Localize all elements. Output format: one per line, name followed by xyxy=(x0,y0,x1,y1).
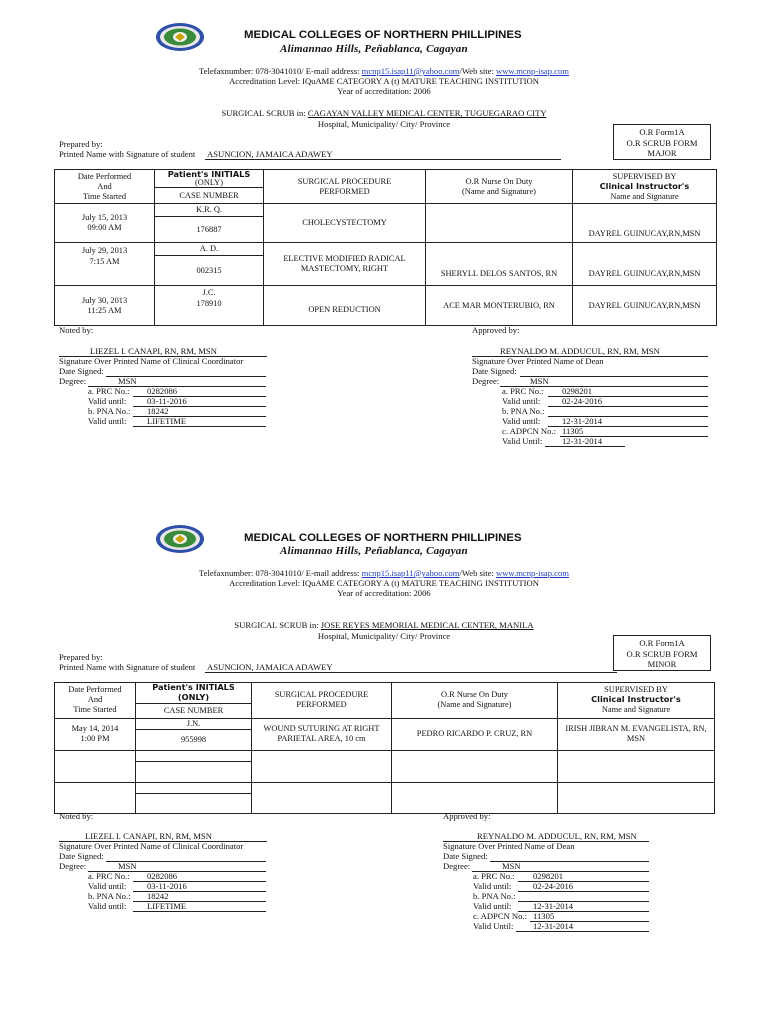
school-location: Alimannao Hills, Peñablanca, Cagayan xyxy=(280,545,468,557)
scrub-location: SURGICAL SCRUB in: CAGAYAN VALLEY MEDICAL CENTER, TUGUEGARAO CITY xyxy=(221,108,547,118)
header-nurse: O.R Nurse On Duty (Name and Signature) xyxy=(392,683,558,719)
empty-cell xyxy=(252,750,392,782)
dean-prc-label: a. PRC No.: xyxy=(473,871,515,881)
accreditation-year: Year of accreditation: 2006 xyxy=(337,86,431,96)
college-seal-logo xyxy=(155,524,205,554)
dean-degree: MSN xyxy=(502,861,521,871)
noted-by-label: Noted by: xyxy=(59,325,94,335)
dean-adpcn-label: c. ADPCN No.: xyxy=(473,911,527,921)
coordinator-valid2: LIFETIME xyxy=(147,901,187,911)
dean-degree: MSN xyxy=(530,376,549,386)
supervisor-cell: IRISH JIBRAN M. EVANGELISTA, RN, MSN xyxy=(558,718,715,750)
header-procedure: SURGICAL PROCEDURE PERFORMED xyxy=(252,683,392,719)
dean-pna-label: b. PNA No.: xyxy=(473,891,516,901)
dean-valid2: 12-31-2014 xyxy=(562,416,603,426)
dean-prc-label: a. PRC No.: xyxy=(502,386,544,396)
accreditation-year: Year of accreditation: 2006 xyxy=(337,588,431,598)
dean-prc: 0298201 xyxy=(533,871,564,881)
header-date: Date Performed And Time Started xyxy=(55,683,136,719)
dean-date-label: Date Signed: xyxy=(472,366,517,376)
coordinator-valid2: LIFETIME xyxy=(147,416,187,426)
school-location: Alimannao Hills, Peñablanca, Cagayan xyxy=(280,43,468,55)
dean-valid3-line xyxy=(516,931,649,932)
coordinator-valid1-label: Valid until: xyxy=(88,396,127,406)
website-link[interactable]: www.mcnp-isap.com xyxy=(496,66,569,76)
procedure-cell: OPEN REDUCTION xyxy=(264,286,426,326)
dean-caption: Signature Over Printed Name of Dean xyxy=(472,356,604,366)
header-supervised: SUPERVISED BY Clinical Instructor's Name and Signature xyxy=(558,683,715,719)
coordinator-prc: 0282086 xyxy=(147,386,178,396)
dean-valid1-label: Valid until: xyxy=(502,396,541,406)
empty-cell xyxy=(136,782,252,793)
dean-prc: 0298201 xyxy=(562,386,593,396)
nurse-cell: PEDRO RICARDO P. CRUZ, RN xyxy=(392,718,558,750)
email-link[interactable]: mcnp15.isap11@yahoo.com xyxy=(361,66,460,76)
coordinator-valid2-line xyxy=(133,426,266,427)
empty-cell xyxy=(392,750,558,782)
school-name: MEDICAL COLLEGES OF NORTHERN PHILLIPINES xyxy=(244,29,522,41)
coordinator-valid2-label: Valid until: xyxy=(88,416,127,426)
empty-cell xyxy=(136,761,252,782)
dean-valid3-label: Valid Until: xyxy=(502,436,543,446)
dean-valid2-label: Valid until: xyxy=(502,416,541,426)
coordinator-degree-label: Degree: xyxy=(59,861,87,871)
dean-name: REYNALDO M. ADDUCUL, RN, RM, MSN xyxy=(500,346,660,356)
coordinator-pna: 18242 xyxy=(147,406,169,416)
prepared-by-label: Prepared by: xyxy=(59,652,103,662)
initials-case-cell: J.C. 178910 xyxy=(155,286,264,326)
coordinator-pna: 18242 xyxy=(147,891,169,901)
contact-line: Telefaxnumber: 078-3041010/ E-mail address: mcnp15.isap11@yahoo.com/Web site: www.mcnp-isap.com xyxy=(199,568,569,578)
scrub-table xyxy=(54,169,717,326)
header-case-number: CASE NUMBER xyxy=(136,703,252,718)
coordinator-caption: Signature Over Printed Name of Clinical Coordinator xyxy=(59,841,244,851)
prepared-by-label: Prepared by: xyxy=(59,139,103,149)
case-number-cell: 176887 xyxy=(155,217,264,243)
scrub-form-minor xyxy=(0,502,768,1022)
case-number-cell: 955998 xyxy=(136,729,252,750)
table-row-date: July 29, 2013 7:15 AM xyxy=(55,243,155,286)
hospital-name: JOSE REYES MEMORIAL MEDICAL CENTER, MANILA xyxy=(320,620,534,630)
procedure-cell: CHOLECYSTECTOMY xyxy=(264,204,426,243)
supervisor-cell: DAYREL GUINUCAY,RN,MSN xyxy=(573,243,717,286)
header-procedure: SURGICAL PROCEDURE PERFORMED xyxy=(264,170,426,204)
scrub-location: SURGICAL SCRUB in: JOSE REYES MEMORIAL MEDICAL CENTER, MANILA xyxy=(234,620,534,630)
email-link[interactable]: mcnp15.isap11@yahoo.com xyxy=(361,568,460,578)
approved-by-label: Approved by: xyxy=(443,811,491,821)
hospital-caption: Hospital, Municipality/ City/ Province xyxy=(317,119,451,129)
dean-adpcn-label: c. ADPCN No.: xyxy=(502,426,556,436)
dean-adpcn: 11305 xyxy=(533,911,555,921)
school-name: MEDICAL COLLEGES OF NORTHERN PHILLIPINES xyxy=(244,532,522,544)
header-date: Date Performed And Time Started xyxy=(55,170,155,204)
header-initials: Patient's INITIALS (ONLY) xyxy=(155,170,264,188)
dean-caption: Signature Over Printed Name of Dean xyxy=(443,841,575,851)
header-nurse: O.R Nurse On Duty (Name and Signature) xyxy=(426,170,573,204)
coordinator-pna-label: b. PNA No.: xyxy=(88,406,131,416)
dean-valid1-line xyxy=(518,891,649,892)
dean-degree-label: Degree: xyxy=(472,376,500,386)
dean-valid3-label: Valid Until: xyxy=(473,921,514,931)
approved-by-label: Approved by: xyxy=(472,325,520,335)
nurse-cell: ACE MAR MONTERUBIO, RN xyxy=(426,286,573,326)
initials-cell: A. D. xyxy=(155,243,264,256)
header-case-number: CASE NUMBER xyxy=(155,188,264,204)
printed-name-label: Printed Name with Signature of student xyxy=(59,149,196,159)
dean-adpcn: 11305 xyxy=(562,426,584,436)
form-type-box: O.R Form1A O.R SCRUB FORM MAJOR xyxy=(613,124,711,160)
procedure-cell: WOUND SUTURING AT RIGHT PARIETAL AREA, 10 cm xyxy=(252,718,392,750)
coordinator-degree: MSN xyxy=(118,861,137,871)
initials-cell: J.N. xyxy=(136,718,252,729)
dean-valid1-label: Valid until: xyxy=(473,881,512,891)
header-supervised: SUPERVISED BY Clinical Instructor's Name and Signature xyxy=(573,170,717,204)
student-name: ASUNCION, JAMAICA ADAWEY xyxy=(207,662,333,672)
student-name-line xyxy=(205,159,561,160)
dean-valid1: 02-24-2016 xyxy=(562,396,603,406)
table-row-date: July 30, 2013 11:25 AM xyxy=(55,286,155,326)
coordinator-date-label: Date Signed: xyxy=(59,366,104,376)
dean-valid3-line xyxy=(545,446,625,447)
header-initials: Patient's INITIALS (ONLY) xyxy=(136,683,252,704)
noted-by-label: Noted by: xyxy=(59,811,94,821)
dean-date-label: Date Signed: xyxy=(443,851,488,861)
dean-pna-label: b. PNA No.: xyxy=(502,406,545,416)
dean-valid2-label: Valid until: xyxy=(473,901,512,911)
scrub-table xyxy=(54,682,715,814)
initials-cell: K.R. Q. xyxy=(155,204,264,217)
supervisor-cell: DAYREL GUINUCAY,RN,MSN xyxy=(573,204,717,243)
empty-cell xyxy=(55,750,136,782)
dean-degree-label: Degree: xyxy=(443,861,471,871)
coordinator-valid1: 03-11-2016 xyxy=(147,881,187,891)
empty-cell xyxy=(136,750,252,761)
empty-cell xyxy=(55,782,136,813)
dean-valid3: 12-31-2014 xyxy=(533,921,574,931)
empty-cell xyxy=(136,793,252,813)
nurse-cell xyxy=(426,204,573,243)
coordinator-degree: MSN xyxy=(118,376,137,386)
table-row-date: May 14, 2014 1:00 PM xyxy=(55,718,136,750)
coordinator-degree-label: Degree: xyxy=(59,376,87,386)
procedure-cell: ELECTIVE MODIFIED RADICAL MASTECTOMY, RIGHT xyxy=(264,243,426,286)
coordinator-valid1-label: Valid until: xyxy=(88,881,127,891)
dean-valid1: 02-24-2016 xyxy=(533,881,574,891)
coordinator-date-label: Date Signed: xyxy=(59,851,104,861)
supervisor-cell: DAYREL GUINUCAY,RN,MSN xyxy=(573,286,717,326)
form-type-box: O.R Form1A O.R SCRUB FORM MINOR xyxy=(613,635,711,671)
accreditation-line: Accreditation Level: IQuAME CATEGORY A (t) MATURE TEACHING INSTITUTION xyxy=(229,578,539,588)
coordinator-valid2-line xyxy=(133,911,266,912)
empty-cell xyxy=(392,782,558,813)
coordinator-prc-label: a. PRC No.: xyxy=(88,871,130,881)
empty-cell xyxy=(558,782,715,813)
college-seal-logo xyxy=(155,22,205,52)
dean-name: REYNALDO M. ADDUCUL, RN, RM, MSN xyxy=(477,831,637,841)
nurse-cell: SHERYLL DELOS SANTOS, RN xyxy=(426,243,573,286)
coordinator-prc: 0282086 xyxy=(147,871,178,881)
coordinator-valid1: 03-11-2016 xyxy=(147,396,187,406)
dean-valid3: 12-31-2014 xyxy=(562,436,603,446)
hospital-caption: Hospital, Municipality/ City/ Province xyxy=(317,631,451,641)
empty-cell xyxy=(558,750,715,782)
scrub-form-major xyxy=(0,0,768,500)
case-number-cell: 002315 xyxy=(155,256,264,286)
coordinator-name: LIEZEL I. CANAPI, RN, RM, MSN xyxy=(90,346,217,356)
student-name-line xyxy=(205,672,617,673)
table-row-date: July 15, 2013 09:00 AM xyxy=(55,204,155,243)
contact-line: Telefaxnumber: 078-3041010/ E-mail address: mcnp15.isap11@yahoo.com/Web site: www.mcnp-isap.com xyxy=(199,66,569,76)
dean-valid1-line xyxy=(548,406,708,407)
hospital-name: CAGAYAN VALLEY MEDICAL CENTER, TUGUEGARAO CITY xyxy=(307,108,547,118)
coordinator-pna-label: b. PNA No.: xyxy=(88,891,131,901)
empty-cell xyxy=(252,782,392,813)
accreditation-line: Accreditation Level: IQuAME CATEGORY A (t) MATURE TEACHING INSTITUTION xyxy=(229,76,539,86)
student-name: ASUNCION, JAMAICA ADAWEY xyxy=(207,149,333,159)
coordinator-prc-label: a. PRC No.: xyxy=(88,386,130,396)
printed-name-label: Printed Name with Signature of student xyxy=(59,662,196,672)
website-link[interactable]: www.mcnp-isap.com xyxy=(496,568,569,578)
coordinator-name: LIEZEL I. CANAPI, RN, RM, MSN xyxy=(85,831,212,841)
dean-valid2: 12-31-2014 xyxy=(533,901,574,911)
coordinator-caption: Signature Over Printed Name of Clinical Coordinator xyxy=(59,356,244,366)
coordinator-valid2-label: Valid until: xyxy=(88,901,127,911)
